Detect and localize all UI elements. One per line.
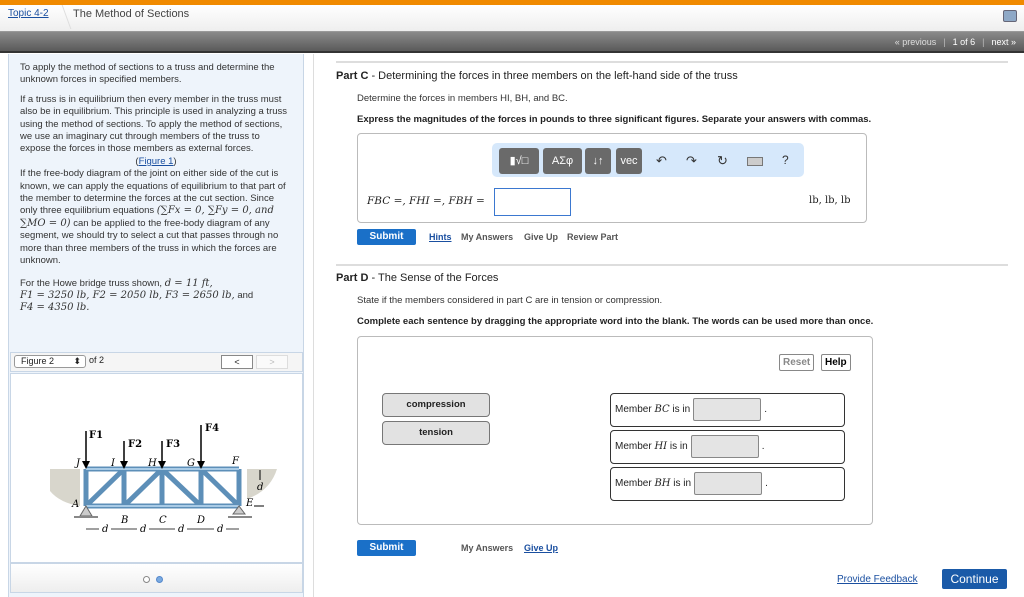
label-d: d — [257, 482, 264, 493]
label-E: E — [246, 498, 254, 509]
part-label: Part D — [336, 272, 369, 284]
greek-symbols-button[interactable]: ΑΣφ — [543, 148, 582, 174]
label-G: G — [187, 458, 195, 469]
paragraph: If the free-body diagram of the joint on either side of the cut is known, we can apply the equations of equilibrium to that part of the member to determine the forces at the cut section. Since only three equilibrium equations — [20, 168, 286, 217]
period: . — [764, 404, 767, 415]
drop-target-hi[interactable] — [691, 435, 759, 458]
part-d-heading — [336, 272, 498, 284]
word-tension[interactable]: tension — [382, 421, 490, 445]
my-answers-link[interactable]: My Answers — [461, 232, 514, 242]
vector-button[interactable]: vec — [616, 148, 642, 174]
problem-text: To apply the method of sections to a truss and determine the unknown forces in specified members. If a truss is in equilibrium then every member in the truss must also be in equilibrium. This principle is used in analyzing a truss using the method of sections. To apply the method of sections, we use an imaginary cut through members of the truss to expose the forces in those members as external forces. (Figure 1) If the free-body diagram of the joint on either side of the cut is known, we can apply the equations of equilibrium to that part of the member to determine the forces at the cut section. Since only three equilibrium equations (∑Fx = 0, ∑Fy = 0, and ∑MO = 0) can be applied to the free-body diagram of any segment, we should try to select a cut that passes through no more than three members of the truss in which the forces are unknown. For the Howe bridge truss shown, d = 11 ft, F1 = 3250 lb, F2 = 2050 lb, F3 = 2650 lb, and F4 = 4350 lb. — [20, 62, 292, 322]
label-F3: F3 — [166, 439, 181, 450]
reset-icon[interactable]: ↻ — [717, 153, 728, 168]
previous-figure-button[interactable]: < — [221, 355, 253, 369]
label-B: B — [121, 515, 129, 526]
label-F1: F1 — [89, 430, 104, 441]
next-figure-button[interactable]: > — [256, 355, 288, 369]
part-c-heading — [336, 70, 738, 82]
sentence-text: is in — [669, 404, 691, 415]
my-answers-link[interactable]: My Answers — [461, 543, 514, 553]
label-F2: F2 — [128, 439, 143, 450]
drop-target-bc[interactable] — [693, 398, 761, 421]
provide-feedback-link[interactable]: Provide Feedback — [837, 574, 918, 585]
figure-1-link[interactable]: Figure 1 — [138, 155, 174, 167]
intro-text: To apply the method of sections to a truss and determine the unknown forces in specified members. — [20, 62, 275, 86]
member-name: BC — [654, 404, 670, 415]
label-I: I — [111, 458, 115, 469]
submit-button[interactable]: Submit — [357, 229, 416, 245]
label-d: d — [140, 524, 147, 535]
next-link[interactable]: next » — [991, 37, 1016, 47]
submit-button[interactable]: Submit — [357, 540, 416, 556]
sentence-bc — [610, 393, 845, 427]
word-compression[interactable]: compression — [382, 393, 490, 417]
member-name: HI — [654, 441, 668, 452]
equilibrium-equations: (∑Fx = 0, ∑Fy = 0, and ∑MO = 0) — [20, 205, 274, 229]
sentence-hi — [610, 430, 845, 464]
units-label: lb, lb, lb — [809, 195, 851, 206]
give-up-link[interactable]: Give Up — [524, 232, 559, 242]
label-D: D — [197, 515, 206, 526]
sentence-text: is in — [667, 441, 688, 452]
reset-button[interactable]: Reset — [779, 354, 814, 371]
breadcrumb-topic-link[interactable]: Topic 4-2 — [8, 8, 49, 19]
label-H: H — [148, 458, 157, 469]
part-title: - Determining the forces in three members on the left-hand side of the truss — [368, 70, 738, 82]
label-C: C — [159, 515, 167, 526]
label-J: J — [76, 458, 81, 469]
period: . — [761, 441, 765, 452]
answer-input[interactable] — [494, 188, 571, 216]
figure-2-dot[interactable] — [156, 576, 163, 583]
label-d: d — [102, 524, 109, 535]
part-d-question: State if the members considered in part C are in tension or compression. — [357, 295, 663, 306]
label-d: d — [217, 524, 224, 535]
part-d-instruction: Complete each sentence by dragging the appropriate word into the blank. The words can be used more than once. — [357, 316, 874, 327]
help-button[interactable]: Help — [821, 354, 851, 371]
help-icon[interactable]: ? — [782, 153, 789, 167]
sentence-text: is in — [670, 478, 692, 489]
panel-divider — [313, 54, 314, 597]
redo-icon[interactable]: ↷ — [686, 153, 697, 168]
truss-diagram — [0, 373, 303, 563]
and-text: and — [237, 289, 254, 301]
label-F: F — [232, 456, 239, 467]
figure-1-dot[interactable] — [143, 576, 150, 583]
updown-icon: ⬍ — [73, 356, 81, 366]
given-f4: F4 = 4350 lb. — [20, 302, 90, 314]
divider — [336, 264, 1008, 266]
paragraph: If a truss is in equilibrium then every member in the truss must also be in equilibrium. This principle is used in analyzing a truss using the method of sections. To apply the method of sections, we use an imaginary cut through members of the truss to expose the forces in those members as external forces. — [20, 93, 288, 155]
sentence-text: Member — [615, 404, 655, 415]
sentence-text: Member — [615, 478, 655, 489]
answer-label: FBC =, FHI =, FBH = — [367, 195, 485, 207]
label-F4: F4 — [205, 423, 220, 434]
page-title: The Method of Sections — [73, 8, 190, 20]
given-text: For the Howe bridge truss shown, — [20, 277, 163, 289]
previous-link[interactable]: « previous — [894, 37, 937, 47]
part-c-instruction: Express the magnitudes of the forces in pounds to three significant figures. Separate your answers with commas. — [357, 114, 872, 125]
arrows-button[interactable]: ↓↑ — [585, 148, 611, 174]
give-up-link[interactable]: Give Up — [524, 543, 559, 553]
truss-members — [86, 469, 239, 506]
drop-target-bh[interactable] — [694, 472, 762, 495]
divider — [336, 61, 1008, 63]
nav-bar — [0, 32, 1024, 53]
label-A: A — [72, 499, 80, 510]
figure-select-value: Figure 2 — [21, 356, 55, 366]
given-forces: F1 = 3250 lb, F2 = 2050 lb, F3 = 2650 lb, — [20, 289, 235, 301]
part-label: Part C — [336, 70, 369, 82]
given-d: d = 11 ft, — [164, 277, 213, 289]
part-title: - The Sense of the Forces — [368, 272, 499, 284]
part-c-question: Determine the forces in members HI, BH, and BC. — [357, 93, 568, 104]
label-d: d — [178, 524, 185, 535]
continue-button[interactable]: Continue — [942, 569, 1007, 589]
hints-link[interactable]: Hints — [429, 232, 452, 242]
member-name: BH — [654, 478, 671, 489]
review-part-link[interactable]: Review Part — [567, 232, 619, 242]
undo-icon[interactable]: ↶ — [656, 153, 667, 168]
paragraph: can be applied to the free-body diagram of any segment, we should try to select a cut that passes through no more than three members of the truss in which the forces are unknown. — [20, 217, 279, 267]
templates-button[interactable]: ▮√□ — [499, 148, 539, 174]
sentence-text: Member — [615, 441, 655, 452]
figure-select[interactable] — [14, 355, 86, 368]
sentence-bh — [610, 467, 845, 501]
period: . — [765, 478, 768, 489]
page-position: 1 of 6 — [952, 37, 976, 47]
force-arrows — [86, 425, 201, 463]
figure-count: of 2 — [89, 355, 105, 365]
pager: « previous | 1 of 6 | next » — [894, 37, 1016, 47]
printer-icon[interactable] — [1003, 10, 1017, 22]
keyboard-icon[interactable] — [747, 157, 763, 166]
